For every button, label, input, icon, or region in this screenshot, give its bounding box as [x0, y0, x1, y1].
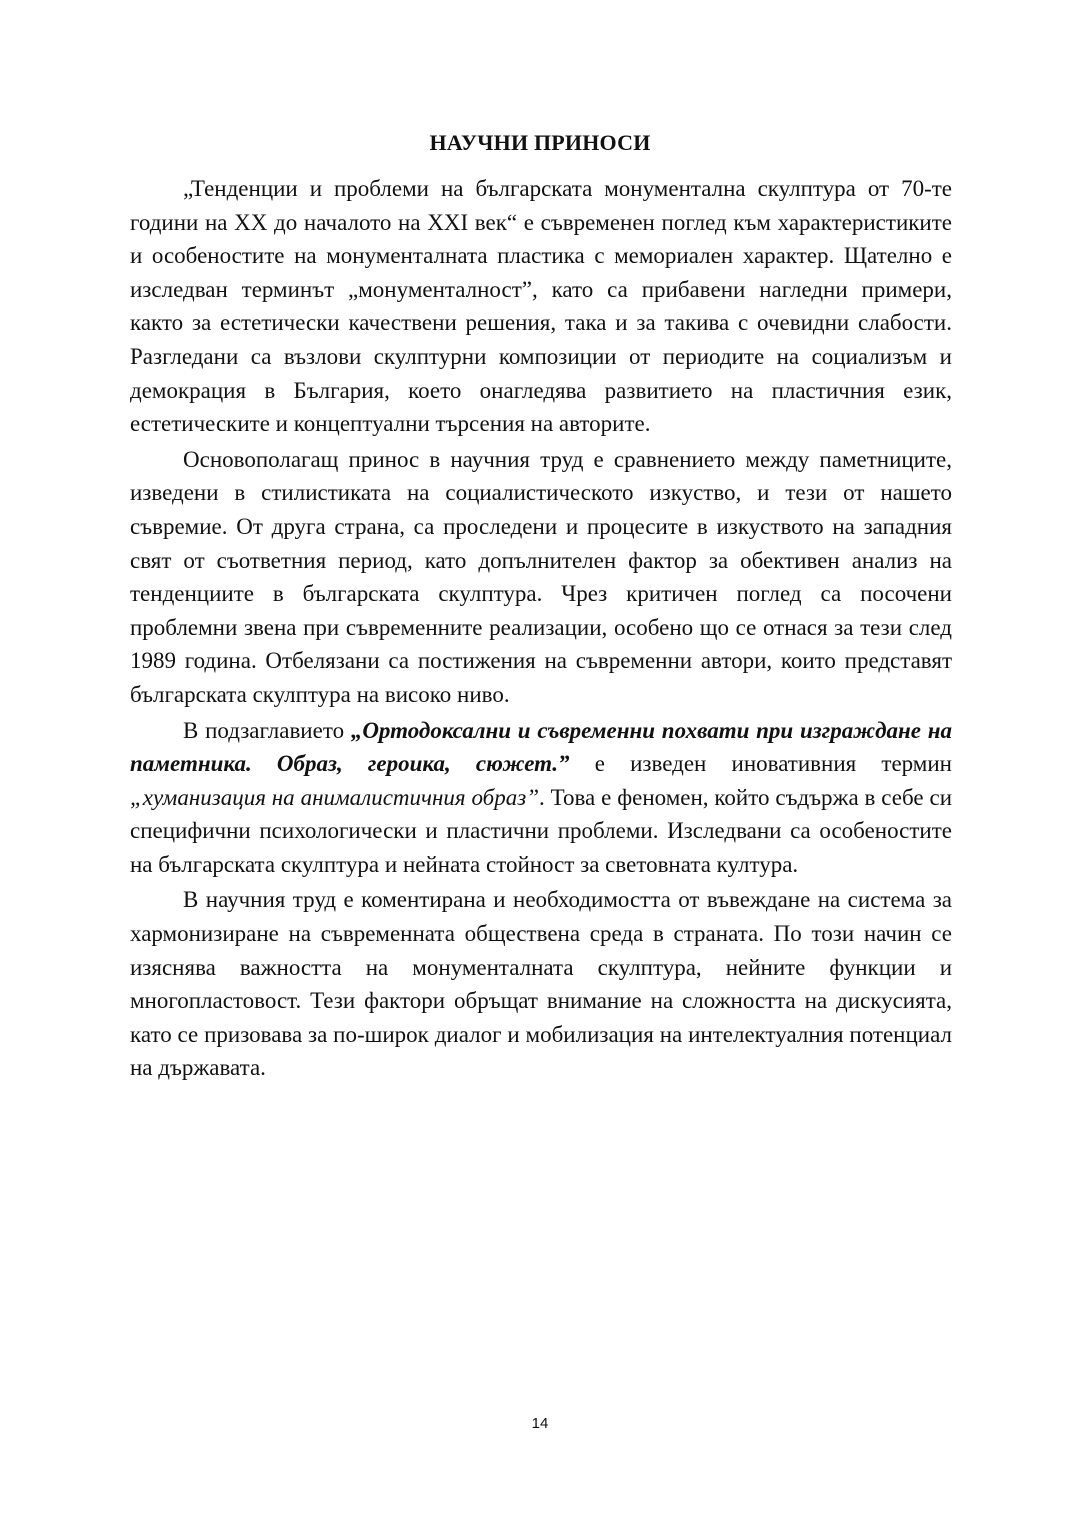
paragraph-4: В научния труд е коментирана и необходимостта от въвеждане на система за хармонизиране на съвременната обществена среда в страната. По този начин се изяснява важността на монументалната скулптура, нейните функции и многопластовост. Тези фактори обръщат внимание на сложността на дискусията, като се призовава за по-широк диалог и мобилизация на интелектуалния потенциал на държавата. — [130, 887, 952, 1081]
paragraph-3-rest: . Това е феномен, който съдържа в себе си специфични психологически и пластични проблеми. Изследвани са особеностите на българската скулптура и нейната стойност за световната култура. — [130, 784, 953, 877]
subtitle-reference: „Ортодоксални и съвременни похвати при изграждане на паметника. Образ, героика, сюжет.” — [130, 717, 952, 777]
paragraph-3-intro: В подзаглавието — [183, 717, 351, 743]
paragraph-3 — [130, 714, 952, 882]
term-reference: „хуманизация на анималистичния образ” — [130, 784, 540, 810]
page-title: НАУЧНИ ПРИНОСИ — [429, 130, 651, 155]
page-number: 14 — [531, 1415, 549, 1432]
paragraph-1: „Тенденции и проблеми на българската монументална скулптура от 70-те години на ХХ до началото на ХХІ век“ е съвременен поглед към характеристиките и особеностите на монументалната пластика с мемориален характер. Щателно е изследван терминът „монументалност”, като са прибавени нагледни примери, както за естетически качествени решения, така и за такива с очевидни слабости. Разгледани са възлови скулптурни композиции от периодите на социализъм и демокрация в България, което онагледява развитието на пластичния език, естетическите и концептуални търсения на авторите. — [130, 176, 952, 437]
paragraph-3-middle: е изведен иновативния термин — [569, 751, 952, 777]
paragraph-2: Основополагащ принос в научния труд е сравнението между паметниците, изведени в стилистиката на социалистическото изкуство, и тези от нашето съвремие. От друга страна, са проследени и процесите в изкуството на западния свят от съответния период, като допълнителен фактор за обективен анализ на тенденциите в българската скулптура. Чрез критичен поглед са посочени проблемни звена при съвременните реализации, особено що се отнася за тези след 1989 година. Отбелязани са постижения на съвременни автори, които представят българската скулптура на високо ниво. — [130, 446, 952, 707]
body-text — [130, 172, 952, 1087]
